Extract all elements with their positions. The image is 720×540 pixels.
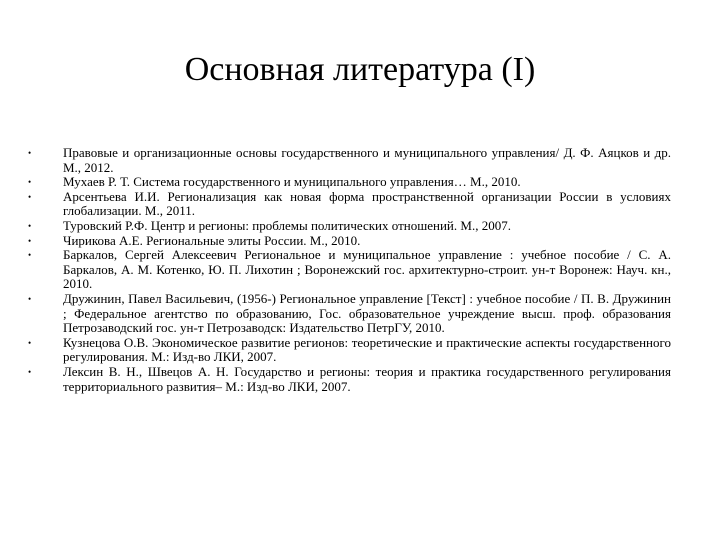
bullet-icon: •	[28, 250, 32, 261]
reference-text: Дружинин, Павел Васильевич, (1956-) Региональное управление [Текст] : учебное пособие / П. В. Дружинин ; Федеральное агентство по образованию, Гос. образовательное учреждение высш. проф. образования Петрозаводский гос. ун-т Петрозаводск: Издательство ПетрГУ, 2010.	[63, 290, 671, 336]
reference-text: Арсентьева И.И. Регионализация как новая форма пространственной организации России в условиях глобализации. М., 2011.	[63, 188, 671, 219]
reference-text: Правовые и организационные основы государственного и муниципального управления/ Д. Ф. Аяцков и др. М., 2012.	[63, 145, 671, 175]
reference-text: Лексин В. Н., Швецов А. Н. Государство и регионы: теория и практика государственного регулирования территориального развития– М.: Изд-во ЛКИ, 2007.	[63, 363, 671, 394]
bullet-icon: •	[28, 191, 32, 202]
slide-title: Основная литература (I)	[184, 51, 536, 88]
reference-item	[28, 365, 671, 394]
bullet-icon: •	[28, 177, 32, 188]
reference-item	[28, 234, 671, 249]
reference-text: Чирикова А.Е. Региональные элиты России. М., 2010.	[63, 232, 361, 248]
bullet-icon: •	[28, 148, 32, 158]
bullet-icon: •	[28, 293, 32, 304]
reference-item	[28, 146, 671, 175]
reference-item	[28, 219, 671, 234]
reference-text: Мухаев Р. Т. Система государственного и муниципального управления… М., 2010.	[63, 174, 521, 190]
reference-item	[28, 292, 671, 336]
reference-item	[28, 175, 671, 190]
reference-item	[28, 336, 671, 365]
reference-item	[28, 190, 671, 219]
reference-item	[28, 248, 671, 292]
reference-text: Туровский Р.Ф. Центр и регионы: проблемы политических отношений. М., 2007.	[63, 217, 511, 233]
reference-text: Кузнецова О.В. Экономическое развитие регионов: теоретические и практические аспекты государственного регулирования. М.: Изд-во ЛКИ, 2007.	[63, 334, 671, 365]
bullet-icon: •	[28, 235, 32, 246]
bullet-icon: •	[28, 220, 32, 231]
reference-text: Баркалов, Сергей Алексеевич Региональное и муниципальное управление : учебное пособие / С. А. Баркалов, А. М. Котенко, Ю. П. Лихотин ; Воронежский гос. архитектурно-строит. ун-т Воронеж: Науч. кн., 2010.	[63, 247, 671, 292]
bullet-icon: •	[28, 366, 32, 377]
reference-list	[28, 146, 671, 394]
bullet-icon: •	[28, 337, 32, 348]
